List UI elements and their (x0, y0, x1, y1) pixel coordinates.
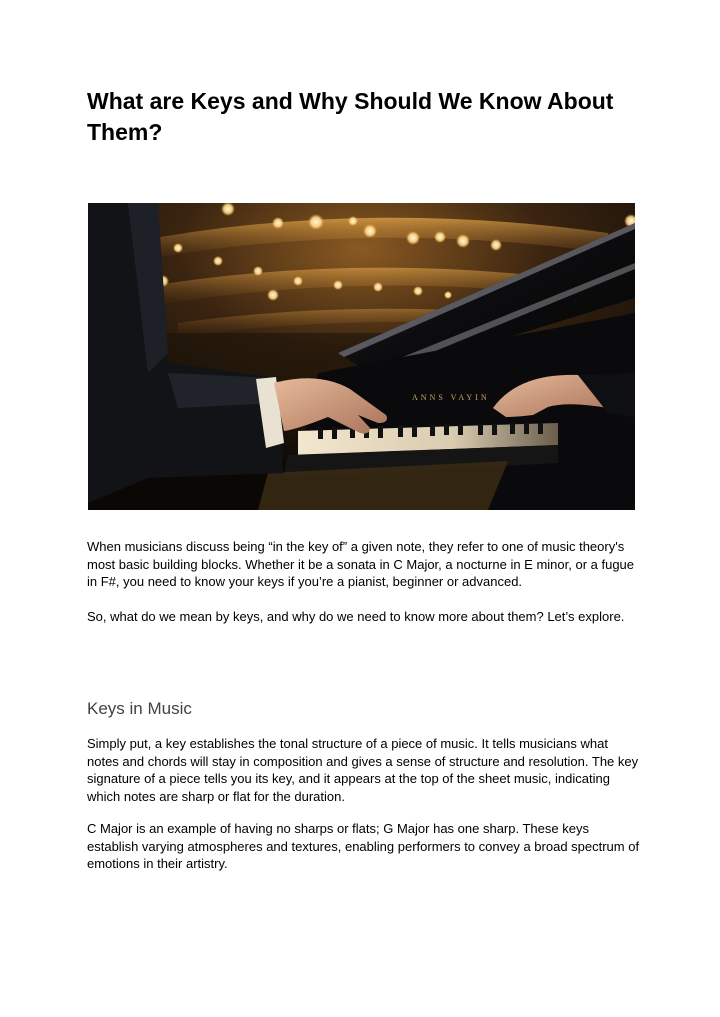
section-paragraph: Simply put, a key establishes the tonal structure of a piece of music. It tells musicians what notes and chords will stay in composition and gives a sense of structure and resolution. The key signature of a piece tells you its key, and it appears at the top of the sheet music, indicating which notes are sharp or flat for the duration. (87, 736, 639, 804)
question-paragraph: So, what do we mean by keys, and why do we need to know more about them? Let’s explore. (87, 609, 625, 624)
intro-paragraph: When musicians discuss being “in the key of” a given note, they refer to one of music theory's most basic building blocks. Whether it be a sonata in C Major, a nocturne in E minor, or a fugue in F#, you need to know your keys if you’re a pianist, beginner or advanced. (87, 539, 635, 589)
section-paragraph: C Major is an example of having no sharps or flats; G Major has one sharp. These keys establish varying atmospheres and textures, enabling performers to convey a broad spectrum of emotions in their artistry. (87, 821, 640, 871)
piano-brand-text: ANNS VAYIN (412, 393, 490, 402)
page-title: What are Keys and Why Should We Know About Them? (87, 88, 614, 145)
hero-image (88, 203, 635, 510)
section-heading: Keys in Music (87, 699, 192, 718)
